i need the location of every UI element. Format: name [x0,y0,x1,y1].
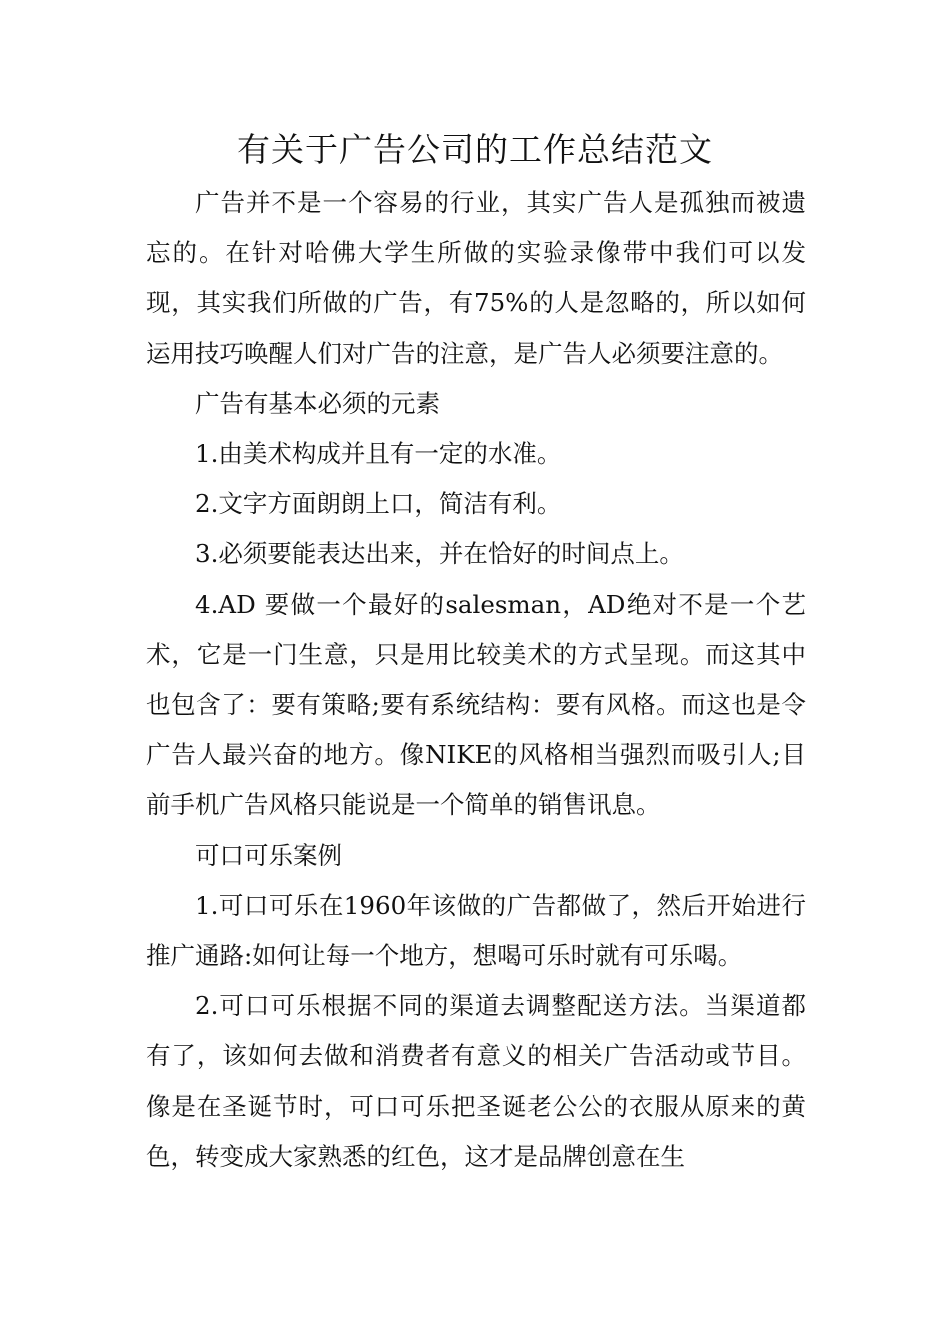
list-item-coca-cola-2: 2.可口可乐根据不同的渠道去调整配送方法。当渠道都有了，该如何去做和消费者有意义的相关广告活动或节目。像是在圣诞节时，可口可乐把圣诞老公公的衣服从原来的黄色，转变成大家熟悉的红色，这才是品牌创意在生 [146,991,806,1171]
list-item-element-4: 4.AD 要做一个最好的salesman，AD绝对不是一个艺术，它是一门生意，只是用比较美术的方式呈现。而这其中也包含了：要有策略;要有系统结构：要有风格。而这也是令广告人最兴奋的地方。像NIKE的风格相当强烈而吸引人;目前手机广告风格只能说是一个简单的销售讯息。 [146,589,806,820]
list-item-coca-cola-1: 1.可口可乐在1960年该做的广告都做了，然后开始进行推广通路:如何让每一个地方，想喝可乐时就有可乐喝。 [146,890,806,971]
paragraph-elements-heading: 广告有基本必须的元素 [195,388,440,418]
list-item-element-2: 2.文字方面朗朗上口，简洁有利。 [195,489,562,519]
list-item-element-1: 1.由美术构成并且有一定的水准。 [195,439,562,469]
paragraph-coca-cola-heading: 可口可乐案例 [195,840,342,870]
document-body [146,178,806,1182]
list-item-element-3: 3.必须要能表达出来，并在恰好的时间点上。 [195,539,684,569]
paragraph-intro: 广告并不是一个容易的行业，其实广告人是孤独而被遗忘的。在针对哈佛大学生所做的实验录像带中我们可以发现，其实我们所做的广告，有75%的人是忽略的，所以如何运用技巧唤醒人们对广告的注意，是广告人必须要注意的。 [146,188,806,368]
document-title: 有关于广告公司的工作总结范文 [237,130,713,169]
